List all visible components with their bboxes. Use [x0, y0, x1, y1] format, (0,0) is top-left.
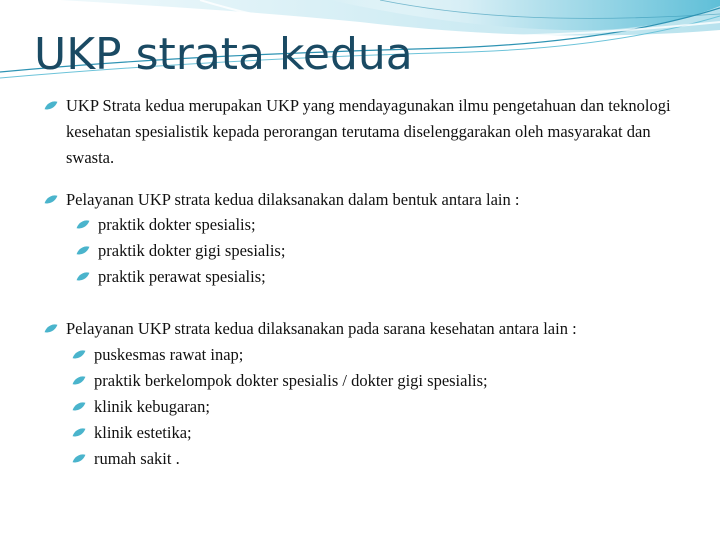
- sub-bullet-item: [94, 394, 210, 420]
- sub-bullet-item: [98, 212, 256, 238]
- leaf-bullet-icon: [72, 350, 86, 360]
- slide-title: UKP strata kedua: [34, 29, 413, 80]
- sub-bullet-text: rumah sakit .: [94, 449, 180, 468]
- leaf-bullet-icon: [76, 220, 90, 230]
- bullet-text: UKP Strata kedua merupakan UKP yang mendayagunakan ilmu pengetahuan dan teknologi kesehatan spesialistik kepada perorangan terutama diselenggarakan oleh masyarakat dan swasta.: [66, 96, 671, 167]
- bullet-text: Pelayanan UKP strata kedua dilaksanakan dalam bentuk antara lain :: [66, 190, 520, 209]
- leaf-bullet-icon: [72, 402, 86, 412]
- sub-bullet-item: [94, 342, 243, 368]
- leaf-bullet-icon: [44, 324, 58, 334]
- sub-bullet-text: klinik kebugaran;: [94, 397, 210, 416]
- bullet-item-pelayanan-bentuk: [66, 187, 519, 213]
- sub-bullet-text: puskesmas rawat inap;: [94, 345, 244, 364]
- bullet-item-ukp-strata-definition: [66, 93, 686, 171]
- sub-bullet-item: [94, 446, 180, 472]
- leaf-bullet-icon: [76, 246, 90, 256]
- sub-bullet-item: [94, 368, 488, 394]
- sub-bullet-text: praktik perawat spesialis;: [98, 267, 266, 286]
- sub-bullet-text: praktik berkelompok dokter spesialis / dokter gigi spesialis;: [94, 371, 488, 390]
- leaf-bullet-icon: [72, 376, 86, 386]
- sub-bullet-text: praktik dokter spesialis;: [98, 215, 256, 234]
- leaf-bullet-icon: [44, 101, 58, 111]
- leaf-bullet-icon: [72, 428, 86, 438]
- sub-bullet-text: praktik dokter gigi spesialis;: [98, 241, 286, 260]
- bullet-item-pelayanan-sarana: [66, 316, 577, 342]
- sub-bullet-item: [94, 420, 192, 446]
- sub-bullet-text: klinik estetika;: [94, 423, 192, 442]
- bullet-text: Pelayanan UKP strata kedua dilaksanakan pada sarana kesehatan antara lain :: [66, 319, 577, 338]
- sub-bullet-item: [98, 238, 285, 264]
- leaf-bullet-icon: [44, 195, 58, 205]
- sub-bullet-item: [98, 264, 266, 290]
- leaf-bullet-icon: [76, 272, 90, 282]
- leaf-bullet-icon: [72, 454, 86, 464]
